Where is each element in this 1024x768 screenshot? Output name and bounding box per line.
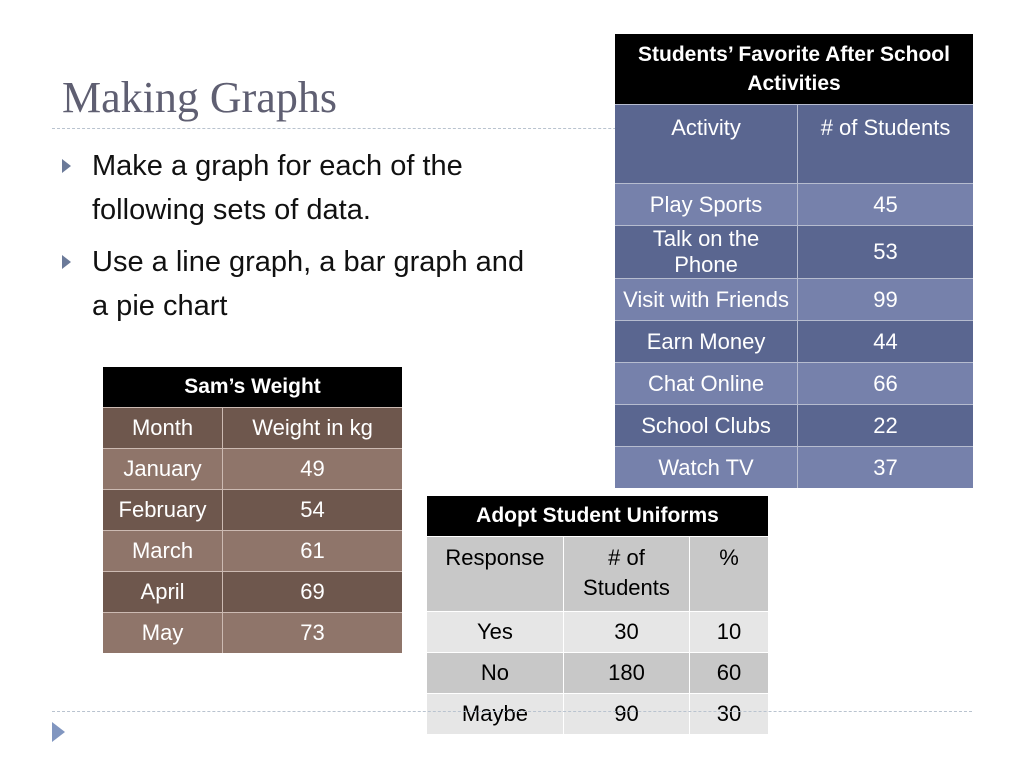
activities-table bbox=[615, 34, 973, 488]
header-cell: Weight in kg bbox=[223, 408, 402, 449]
table-cell: Maybe bbox=[427, 694, 563, 735]
table-cell: 90 bbox=[563, 694, 689, 735]
table-cell: 73 bbox=[223, 613, 402, 654]
table-cell: February bbox=[103, 490, 223, 531]
table-cell: 66 bbox=[798, 363, 973, 405]
bullet-text: Make a graph for each of the following sets of data. bbox=[92, 150, 463, 226]
header-cell: Activity bbox=[615, 105, 798, 184]
table-cell: Watch TV bbox=[615, 447, 798, 489]
table-cell: No bbox=[427, 653, 563, 694]
slide-title: Making Graphs bbox=[62, 73, 337, 122]
table-header-row bbox=[427, 537, 768, 612]
triangle-bullet-icon bbox=[62, 159, 71, 173]
activities-table-title: Students’ Favorite After School Activities bbox=[615, 34, 973, 105]
table-row bbox=[103, 449, 402, 490]
table-cell: April bbox=[103, 572, 223, 613]
corner-arrow-icon bbox=[52, 722, 65, 742]
table-row bbox=[615, 226, 973, 279]
table-row bbox=[427, 612, 768, 653]
table-cell: 180 bbox=[563, 653, 689, 694]
table-cell: 22 bbox=[798, 405, 973, 447]
table-cell: 69 bbox=[223, 572, 402, 613]
header-cell: # of Students bbox=[563, 537, 689, 612]
table-cell: Visit with Friends bbox=[615, 279, 798, 321]
table-cell: Chat Online bbox=[615, 363, 798, 405]
table-row bbox=[103, 490, 402, 531]
table-row bbox=[103, 531, 402, 572]
table-row bbox=[615, 321, 973, 363]
header-cell: Month bbox=[103, 408, 223, 449]
table-cell: 45 bbox=[798, 184, 973, 226]
table-cell: 99 bbox=[798, 279, 973, 321]
table-cell: 60 bbox=[690, 653, 768, 694]
table-header-row bbox=[103, 408, 402, 449]
table-row bbox=[615, 279, 973, 321]
table-header-row bbox=[615, 105, 973, 184]
table-cell: School Clubs bbox=[615, 405, 798, 447]
table-cell: Yes bbox=[427, 612, 563, 653]
table-cell: 61 bbox=[223, 531, 402, 572]
table-row bbox=[427, 653, 768, 694]
uniforms-table-title: Adopt Student Uniforms bbox=[427, 496, 768, 537]
header-cell: # of Students bbox=[798, 105, 973, 184]
table-cell: Talk on the Phone bbox=[615, 226, 798, 279]
header-cell: Response bbox=[427, 537, 563, 612]
weight-table bbox=[103, 367, 402, 653]
bullet-item bbox=[62, 144, 542, 232]
table-cell: Earn Money bbox=[615, 321, 798, 363]
footer-divider bbox=[52, 711, 972, 712]
triangle-bullet-icon bbox=[62, 255, 71, 269]
bullet-list bbox=[62, 144, 542, 336]
table-cell: 30 bbox=[690, 694, 768, 735]
table-cell: Play Sports bbox=[615, 184, 798, 226]
table-row bbox=[427, 694, 768, 735]
table-row bbox=[615, 363, 973, 405]
table-row bbox=[615, 447, 973, 489]
table-row bbox=[615, 184, 973, 226]
table-cell: 53 bbox=[798, 226, 973, 279]
table-row bbox=[103, 613, 402, 654]
weight-table-title: Sam’s Weight bbox=[103, 367, 402, 408]
table-cell: 37 bbox=[798, 447, 973, 489]
table-cell: 10 bbox=[690, 612, 768, 653]
table-cell: March bbox=[103, 531, 223, 572]
table-row bbox=[103, 572, 402, 613]
uniforms-table bbox=[427, 496, 768, 734]
table-cell: May bbox=[103, 613, 223, 654]
table-cell: 44 bbox=[798, 321, 973, 363]
table-cell: January bbox=[103, 449, 223, 490]
bullet-text: Use a line graph, a bar graph and a pie chart bbox=[92, 246, 525, 322]
table-row bbox=[615, 405, 973, 447]
table-cell: 30 bbox=[563, 612, 689, 653]
table-cell: 49 bbox=[223, 449, 402, 490]
header-cell: % bbox=[690, 537, 768, 612]
bullet-item bbox=[62, 240, 542, 328]
table-cell: 54 bbox=[223, 490, 402, 531]
